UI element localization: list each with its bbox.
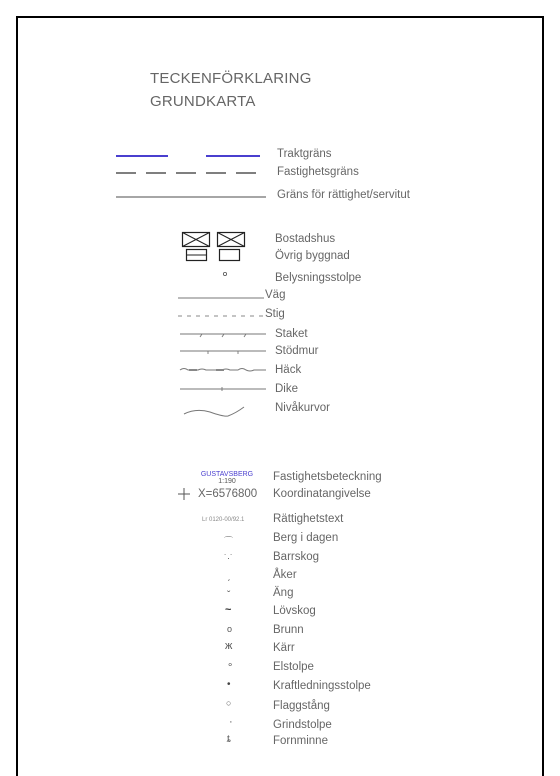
rattighet-grans-symbol [116,196,266,199]
property-designation-symbol [192,471,262,485]
traktgrans-label: Traktgräns [277,148,332,160]
kraftledningsstolpe-icon: • [227,679,231,690]
dike-symbol [180,387,266,393]
lovskog-icon: ~ [225,604,232,616]
fastighetsgrans-symbol [116,172,266,176]
stig-label: Stig [265,308,285,320]
dike-label: Dike [275,383,299,395]
ang-label: Äng [273,587,294,599]
vag-symbol [178,297,264,299]
stig-symbol [178,315,264,317]
nivakurvor-symbol [184,404,248,420]
traktgrans-symbol [116,155,266,159]
fornminne-icon: ȶ [227,734,231,745]
coordinate-cross-icon [178,488,190,500]
brunn-icon: o [227,624,233,634]
vag-label: Väg [265,289,286,301]
ovrig-byggnad-symbol [186,249,246,263]
belysningsstolpe-label: Belysningsstolpe [275,272,362,284]
ovrig-byggnad-label: Övrig byggnad [275,250,350,262]
stodmur-label: Stödmur [275,345,319,357]
ang-icon: ˇ [227,590,231,601]
brunn-label: Brunn [273,624,304,636]
berg-i-dagen-icon: ⌒ [224,536,234,546]
bostadshus-symbol [182,232,248,248]
stodmur-symbol [180,349,266,355]
grindstolpe-label: Grindstolpe [273,719,332,731]
aker-label: Åker [273,569,297,581]
flaggstang-label: Flaggstång [273,700,330,712]
staket-symbol [180,331,266,337]
karr-icon: ж [225,640,233,652]
property-name: GUSTAVSBERG [200,471,254,478]
aker-icon: ˏ [227,571,231,582]
rattighetstext-label: Rättighetstext [273,513,344,525]
koordinatangivelse-label: Koordinatangivelse [273,488,371,500]
barrskog-label: Barrskog [273,551,320,563]
legend-title: TECKENFÖRKLARING [150,70,312,87]
property-number: 1:190 [218,478,236,485]
staket-label: Staket [275,328,308,340]
nivakurvor-label: Nivåkurvor [275,402,330,414]
fastighetsbeteckning-label: Fastighetsbeteckning [273,471,382,483]
belysningsstolpe-icon [222,271,228,277]
karr-label: Kärr [273,642,295,654]
elstolpe-icon: ∘ [227,660,234,671]
lovskog-label: Lövskog [273,605,316,617]
fornminne-label: Fornminne [273,735,328,747]
berg-i-dagen-label: Berg i dagen [273,532,339,544]
flaggstang-icon: ○ [226,698,232,708]
kraftledningsstolpe-label: Kraftledningsstolpe [273,680,371,692]
elstolpe-label: Elstolpe [273,661,314,673]
grindstolpe-icon: · [229,716,233,728]
fastighetsgrans-label: Fastighetsgräns [277,166,359,178]
rattighetstext-sample: Lr 0120-00/92.1 [202,517,245,523]
coordinate-value: X=6576800 [198,488,258,500]
hack-symbol [180,366,266,374]
rattighet-grans-label: Gräns för rättighet/servitut [277,189,410,201]
barrskog-icon: ˙·˙ [224,553,233,563]
legend-subtitle: GRUNDKARTA [150,93,256,110]
bostadshus-label: Bostadshus [275,233,336,245]
hack-label: Häck [275,364,302,376]
